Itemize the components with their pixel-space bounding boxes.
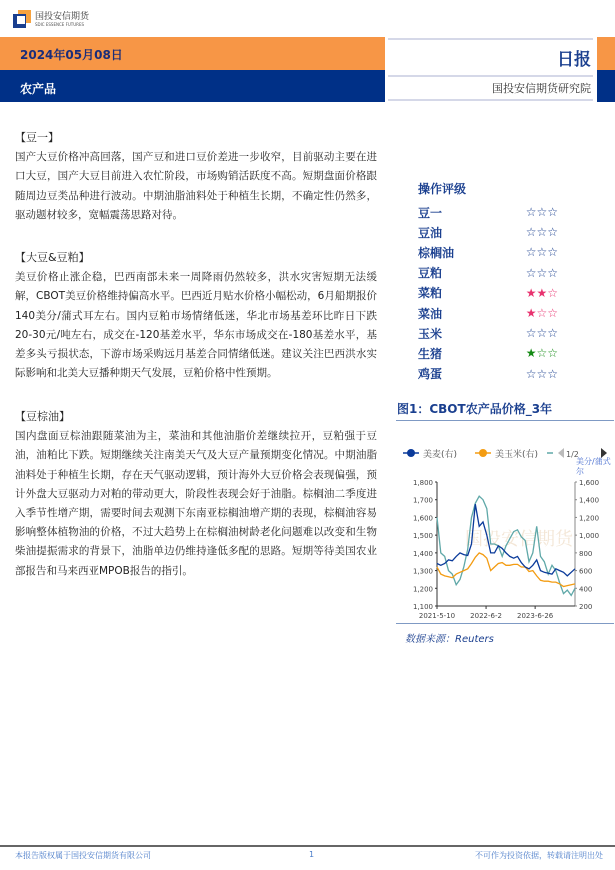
page-number: 1	[309, 850, 315, 859]
rating-name: 棕榈油	[418, 245, 455, 260]
legend-marker	[479, 449, 487, 457]
rating-name: 鸡蛋	[418, 367, 443, 382]
rating-stars-icon: ☆☆☆	[525, 326, 558, 341]
report-date: 2024年05月08日	[20, 48, 123, 62]
x-tick: 2021-5-10	[418, 612, 456, 620]
right-axis-unit-label: 美分/蒲式尔	[576, 457, 611, 476]
x-tick: 2022-6-2	[470, 612, 502, 620]
section-soybean-one	[15, 128, 377, 225]
watermark: 国投安信期货	[465, 529, 573, 550]
navy-strip	[597, 70, 615, 102]
chart-source: 数据来源：Reuters	[405, 634, 494, 645]
rating-stars-icon: ★★☆	[525, 285, 558, 300]
y-left-tick: 1,300	[412, 567, 433, 576]
y-right-tick: 1,600	[579, 479, 600, 487]
rating-stars-icon: ☆☆☆	[525, 245, 558, 260]
rating-table	[418, 180, 558, 384]
rating-row	[418, 222, 558, 242]
logo-mark-icon	[13, 10, 31, 28]
rating-stars-icon: ☆☆☆	[525, 225, 558, 240]
rating-name: 菜粕	[418, 286, 443, 301]
institute-name: 国投安信期货研究院	[492, 82, 591, 95]
footer-copyright: 本报告版权属于国投安信期货有限公司	[15, 851, 151, 860]
chart-title: 图1：CBOT农产品价格_3年	[397, 402, 553, 416]
divider	[388, 99, 593, 101]
footer-disclaimer: 不可作为投资依据，转载请注明出处	[475, 851, 603, 860]
y-right-tick: 400	[579, 585, 593, 594]
rating-row	[418, 323, 558, 343]
logo-subtext: SDIC ESSENCE FUTURES	[35, 21, 85, 27]
legend-marker	[407, 449, 415, 457]
rating-row	[418, 303, 558, 323]
y-left-tick: 1,200	[412, 585, 433, 594]
y-right-tick: 1,400	[579, 496, 600, 505]
legend-label: 美麦(右)	[423, 450, 458, 460]
rating-row	[418, 263, 558, 283]
y-left-tick: 1,600	[412, 514, 433, 523]
divider	[396, 623, 614, 624]
section-soy-palm-oil	[15, 407, 377, 581]
footer-divider	[0, 845, 615, 847]
y-right-tick: 600	[579, 567, 593, 576]
legend-prev-icon[interactable]	[558, 448, 564, 458]
logo-text: 国投安信期货	[35, 11, 90, 22]
y-right-tick: 800	[579, 549, 593, 558]
y-left-tick: 1,100	[412, 603, 433, 611]
divider	[388, 38, 593, 40]
section-title: 【豆棕油】	[15, 410, 70, 423]
section-text: 国内盘面豆棕油跟随菜油为主，菜油和其他油脂价差继续拉开，豆粕强于豆油，油粕比下跌。短期继续关注南美天气及大豆产量预期变化情况。中期油脂油料处于种植生长期，存在天气驱动逻辑，预计海外大豆价格会表现偏强，预计外盘大豆驱动力对粕的带动更大，阶段性表现会好于油脂。棕榈油二季度进入季节性增产期，需要时间去观测下东南亚棕榈油增产期的表现，棕榈油容易影响整体植物油的价格，不过大趋势上在棕榈油树龄老化问题难以改变和生物柴油提振需求的背景下，油脂单边仍维持逢低多配的思路。短期等待美国农业部报告和马来西亚MPOB报告的指引。	[15, 430, 377, 577]
y-left-tick: 1,400	[412, 549, 433, 558]
y-right-tick: 1,200	[579, 514, 600, 523]
legend-pager: 1/2	[566, 450, 579, 459]
rating-name: 豆一	[418, 205, 443, 220]
sector-label: 农产品	[20, 82, 57, 96]
rating-row	[418, 202, 558, 222]
y-left-tick: 1,800	[412, 479, 433, 487]
orange-strip	[597, 37, 615, 70]
rating-name: 菜油	[418, 306, 443, 321]
sector-banner	[0, 70, 385, 102]
rating-stars-icon: ★☆☆	[525, 346, 558, 361]
x-tick: 2023-6-26	[517, 612, 554, 620]
rating-name: 豆油	[418, 225, 443, 240]
section-text: 美豆价格止涨企稳，巴西南部未来一周降雨仍然较多，洪水灾害短期无法缓解，CBOT美豆价格维持偏高水平。巴西近月贴水价格小幅松动，6月船期报价140美分/蒲式耳左右。国内豆粕市场情绪低迷，华北市场基差环比昨日下跌20-30元/吨左右，成交在-120基差水平，华东市场成交在-180基差水平，基差多头亏损状态，下游市场采购远月基差合同情绪低迷。建议关注巴西洪水实际影响和北美大豆播种期天气发展，豆粕价格中性预期。	[15, 271, 377, 380]
y-right-tick: 1,000	[579, 532, 600, 541]
rating-row	[418, 343, 558, 363]
y-left-tick: 1,700	[412, 496, 433, 505]
rating-stars-icon: ★☆☆	[525, 306, 558, 321]
rating-stars-icon: ☆☆☆	[525, 366, 558, 381]
rating-name: 玉米	[418, 326, 443, 341]
rating-stars-icon: ☆☆☆	[525, 205, 558, 220]
rating-title: 操作评级	[418, 182, 467, 196]
rating-stars-icon: ☆☆☆	[525, 265, 558, 280]
divider	[388, 75, 593, 77]
divider	[396, 420, 614, 421]
rating-row	[418, 242, 558, 262]
legend-label: 美玉米(右)	[495, 450, 539, 460]
section-title: 【大豆&豆粕】	[15, 251, 90, 264]
y-left-tick: 1,500	[412, 532, 433, 541]
section-soybean-meal	[15, 248, 377, 383]
company-logo	[13, 10, 89, 28]
y-right-tick: 200	[579, 603, 593, 611]
rating-row	[418, 364, 558, 384]
report-type: 日报	[557, 50, 591, 70]
rating-name: 生猪	[418, 346, 443, 361]
series-line-1	[437, 553, 575, 587]
section-text: 国产大豆价格冲高回落，国产豆和进口豆价差进一步收窄，目前驱动主要在进口大豆，国产大豆目前进入农忙阶段，市场购销活跃度不高。短期盘面价格跟随周边豆类品种进行波动。中期油脂油料处于种植生长期，不确定性仍然多，驱动题材较多，宽幅震荡思路对待。	[15, 151, 377, 221]
rating-row	[418, 283, 558, 303]
rating-name: 豆粕	[418, 266, 443, 281]
section-title: 【豆一】	[15, 131, 59, 144]
